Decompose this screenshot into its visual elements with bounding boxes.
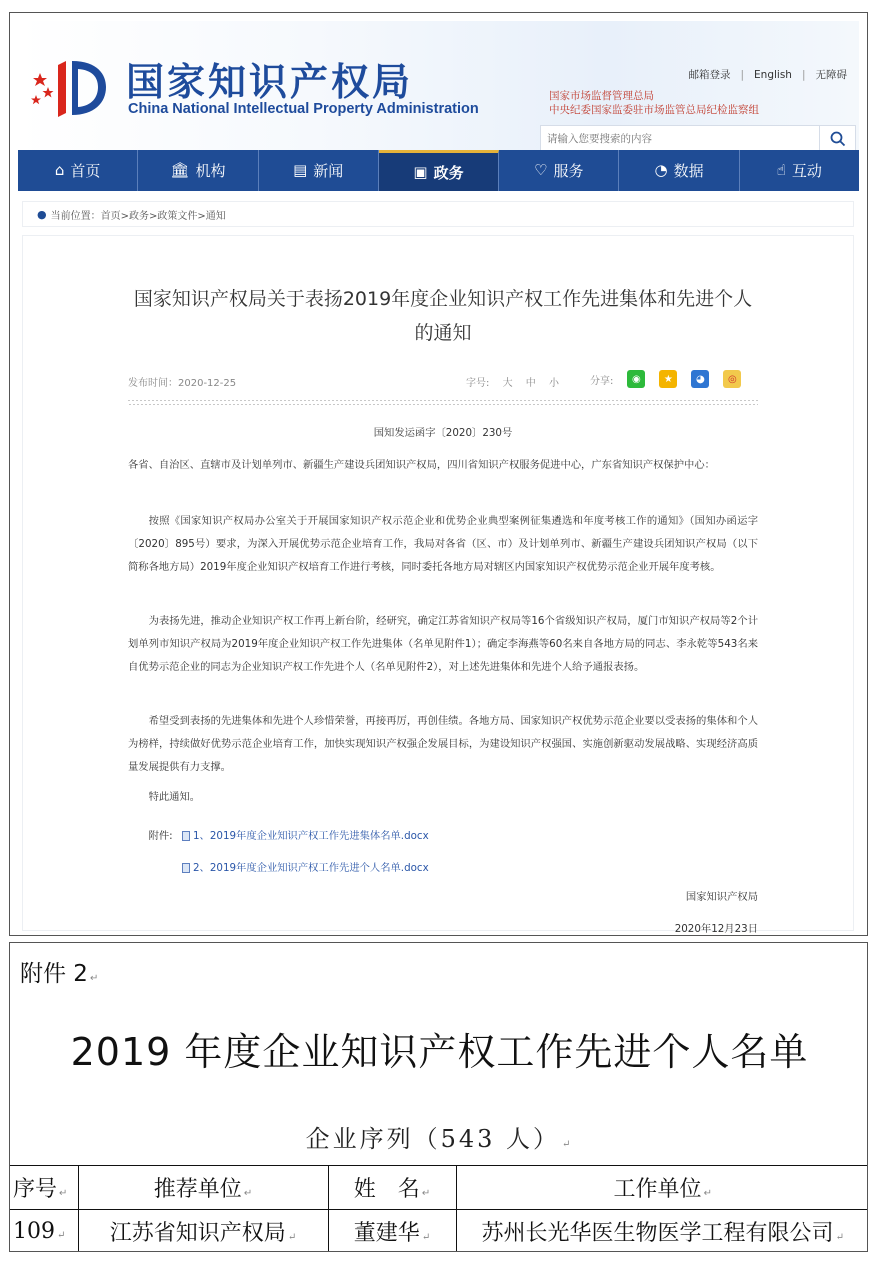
nav-item-interact[interactable] — [740, 150, 859, 191]
nav-item-service[interactable] — [499, 150, 619, 191]
table-row — [10, 1210, 868, 1253]
site-header — [18, 21, 859, 161]
body-paragraph-2: 为表扬先进，推动企业知识产权工作再上新台阶，经研究，确定江苏省知识产权局等16个省级知识产权局，厦门市知识产权局等2个计划单列市知识产权局为2019年度企业知识产权工作先进集体（名单见附件1）；确定李海燕等60名来自各地方局的同志、李永乾等543名来自优势示范企业的同志为企业知识产权工作先进个人（名单见附件2），对上述先进集体和先进个人给予通报表扬。 — [128, 615, 758, 673]
qzone-share-icon[interactable]: ★ — [659, 370, 677, 388]
attachment-link-2[interactable] — [182, 857, 429, 880]
nav-item-data[interactable] — [619, 150, 739, 191]
accessibility-link[interactable]: 无障碍 — [815, 69, 847, 81]
font-size-small[interactable]: 小 — [548, 378, 559, 389]
search-box — [540, 125, 856, 153]
home-icon: ⌂ — [54, 161, 65, 179]
attachment-name: 2、2019年度企业知识产权工作先进个人名单.docx — [193, 861, 429, 874]
table-header-row — [10, 1166, 868, 1210]
attachment-row — [128, 852, 758, 884]
location-pin-icon: ● — [37, 207, 47, 221]
search-button[interactable] — [819, 126, 855, 152]
list-title: 2019 年度企业知识产权工作先进个人名单 — [70, 1030, 809, 1074]
nav-item-label: 首页 — [70, 162, 101, 180]
column-header-seq: 序号 ↵ — [10, 1166, 78, 1210]
wechat-share-icon[interactable]: ◉ — [627, 370, 645, 388]
addressee: 各省、自治区、直辖市及计划单列市、新疆生产建设兵团知识产权局，四川省知识产权服务促进中心，广东省知识产权保护中心： — [128, 459, 715, 471]
document-icon — [182, 831, 190, 841]
column-header-workplace: 工作单位 ↵ — [456, 1166, 868, 1210]
nav-item-label: 互动 — [791, 162, 822, 180]
nav-item-label: 服务 — [553, 162, 584, 180]
attachment-row — [128, 820, 758, 852]
nav-item-label: 新闻 — [313, 162, 344, 180]
article-meta — [128, 370, 758, 392]
interact-icon: ☝ — [776, 161, 786, 179]
paragraph-mark-icon: ↵ — [89, 973, 99, 984]
government-icon: ▣ — [413, 162, 428, 181]
divider: | — [801, 69, 806, 81]
closing-text: 特此通知。 — [148, 791, 201, 803]
attachment-name: 1、2019年度企业知识产权工作先进集体名单.docx — [193, 829, 429, 842]
breadcrumb — [22, 201, 854, 227]
nav-item-government[interactable] — [379, 150, 499, 191]
share-control — [590, 370, 741, 388]
nav-item-label: 政务 — [433, 163, 464, 182]
column-header-recommender: 推荐单位 ↵ — [78, 1166, 328, 1210]
document-number: 国知发运函字〔2020〕230号 — [373, 427, 513, 439]
main-nav — [18, 150, 859, 191]
english-link[interactable]: English — [754, 69, 792, 81]
mail-login-link[interactable]: 邮箱登录 — [688, 69, 731, 81]
nav-item-institution[interactable] — [138, 150, 258, 191]
publish-date: 发布时间：2020-12-25 — [128, 378, 237, 389]
discipline-link[interactable]: 中央纪委国家监委驻市场监管总局纪检监察组 — [549, 104, 759, 116]
cell-seq: 109 ↵ — [10, 1210, 78, 1253]
font-size-large[interactable]: 大 — [502, 378, 513, 389]
font-size-control — [466, 374, 569, 389]
supervision-links — [549, 89, 759, 117]
nav-item-label: 机构 — [195, 162, 226, 180]
attachment-document-image — [9, 942, 868, 1252]
nav-item-news[interactable] — [259, 150, 379, 191]
attachments-list — [128, 820, 758, 884]
site-title-cn: 国家知识产权局 — [126, 60, 414, 104]
qq-share-icon[interactable]: ◕ — [691, 370, 709, 388]
breadcrumb-text[interactable]: 当前位置：首页>政务>政策文件>通知 — [50, 210, 226, 222]
samr-link[interactable]: 国家市场监督管理总局 — [549, 90, 654, 102]
nav-item-label: 数据 — [673, 162, 704, 180]
body-paragraph-1: 按照《国家知识产权局办公室关于开展国家知识产权示范企业和优势企业典型案例征集遴选和年度考核工作的通知》（国知办函运字〔2020〕895号）要求，为深入开展优势示范企业培育工作，我局对各省（区、市）及计划单列市、新疆生产建设兵团知识产权局（以下简称各地方局）2019年度企业知识产权培育工作进行考核，同时委托各地方局对辖区内国家知识产权优势示范企业开展年度考核。 — [128, 515, 758, 573]
attachments-label: 附件: — [148, 829, 173, 842]
column-header-name: 姓 名 ↵ — [328, 1166, 456, 1210]
article-title: 国家知识产权局关于表扬2019年度企业知识产权工作先进集体和先进个人的通知 — [133, 288, 753, 344]
font-size-label: 字号: — [466, 378, 490, 389]
divider: | — [740, 69, 745, 81]
share-label: 分享: — [590, 375, 614, 387]
search-icon — [830, 131, 846, 147]
signature: 国家知识产权局 — [685, 891, 758, 903]
article-container — [22, 235, 854, 935]
news-icon: ▤ — [293, 161, 308, 179]
institution-icon: 🏛 — [170, 161, 190, 179]
data-icon: ◔ — [654, 161, 668, 179]
paragraph-mark-icon: ↵ — [562, 1139, 574, 1150]
cnipa-logo-icon[interactable] — [28, 51, 108, 121]
webpage-screenshot — [9, 12, 868, 936]
document-icon — [182, 863, 190, 873]
honoree-table — [10, 1165, 868, 1252]
attachment-heading — [20, 955, 98, 988]
weibo-share-icon[interactable]: ◎ — [723, 370, 741, 388]
attachment-link-1[interactable] — [182, 825, 429, 848]
utility-links — [678, 67, 857, 82]
dotted-divider — [128, 398, 758, 408]
font-size-medium[interactable]: 中 — [525, 378, 536, 389]
service-icon: ♡ — [534, 161, 548, 179]
cell-recommender: 江苏省知识产权局 ↵ — [78, 1210, 328, 1253]
sequence-title — [10, 1119, 868, 1154]
site-title-en: China National Intellectual Property Administration — [128, 101, 479, 117]
attachment-heading-text: 附件 2 — [20, 961, 88, 987]
sequence-title-text: 企业序列（543 人） — [305, 1125, 561, 1153]
nav-item-home[interactable] — [18, 150, 138, 191]
body-paragraph-3: 希望受到表扬的先进集体和先进个人珍惜荣誉，再接再厉，再创佳绩。各地方局、国家知识产权优势示范企业要以受表扬的集体和个人为榜样，持续做好优势示范企业培育工作，加快实现知识产权强企发展目标，为建设知识产权强国、实施创新驱动发展战略、实现经济高质量发展提供有力支撑。 — [128, 715, 758, 773]
search-input[interactable] — [547, 129, 815, 149]
signature-date: 2020年12月23日 — [674, 923, 758, 935]
cell-workplace: 苏州长光华医生物医学工程有限公司 ↵ — [456, 1210, 868, 1253]
cell-name: 董建华 ↵ — [328, 1210, 456, 1253]
